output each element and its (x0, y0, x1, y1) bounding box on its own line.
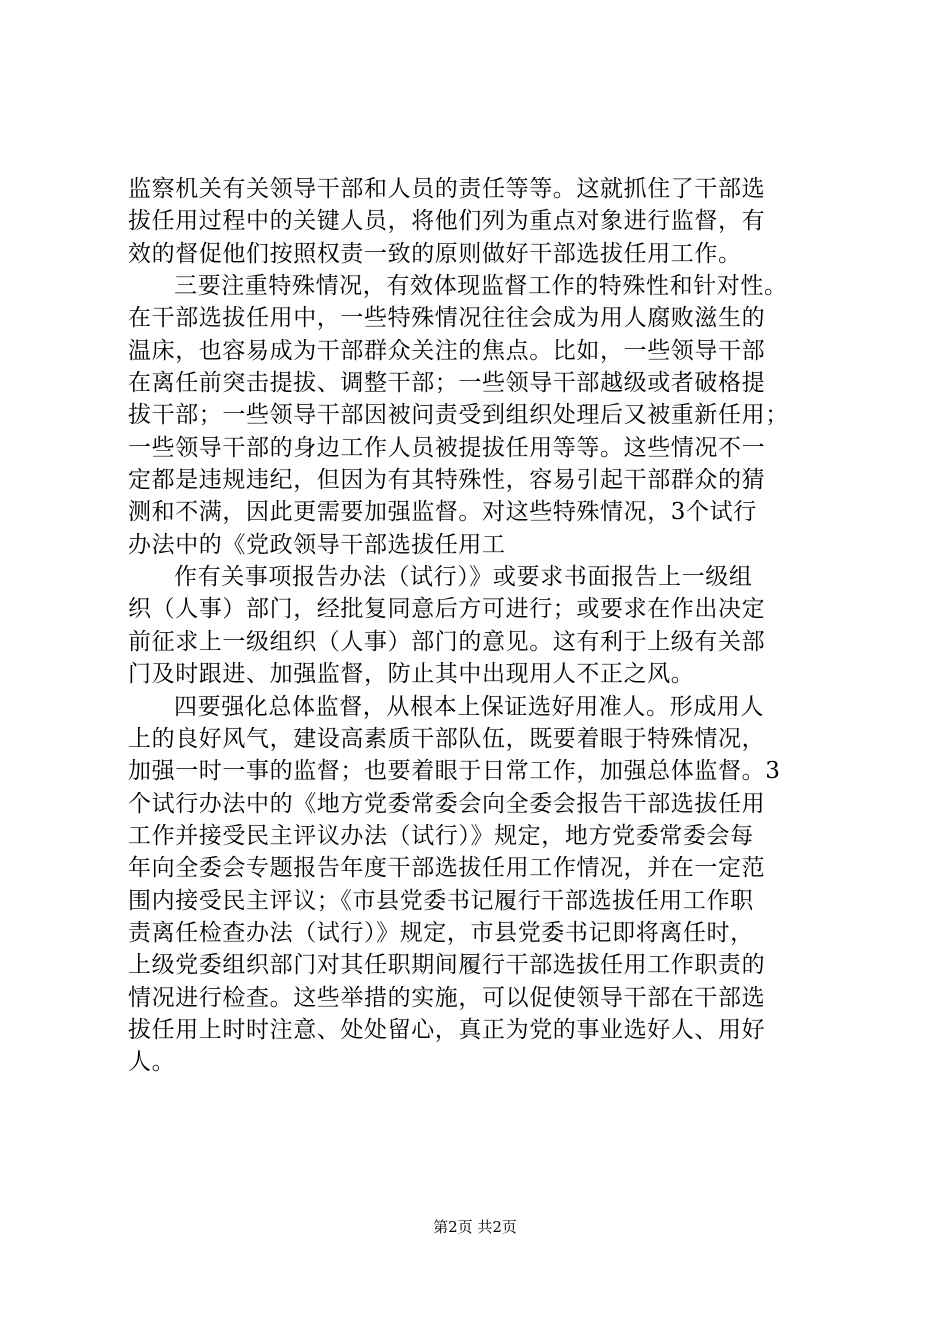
text-line: 织（人事）部门，经批复同意后方可进行；或要求在作出决定 (128, 596, 766, 623)
text-line: 加强一时一事的监督；也要着眼于日常工作，加强总体监督。3 (128, 758, 781, 785)
text-line: 定都是违规违纪，但因为有其特殊性，容易引起干部群众的猜 (128, 467, 766, 494)
text-line: 年向全委会专题报告年度干部选拔任用工作情况，并在一定范 (128, 855, 766, 882)
text-line: 在离任前突击提拔、调整干部；一些领导干部越级或者破格提 (128, 370, 766, 397)
text-line: 监察机关有关领导干部和人员的责任等等。这就抓住了干部选 (128, 176, 766, 202)
text-line: 拔任用过程中的关键人员，将他们列为重点对象进行监督，有 (128, 208, 766, 235)
text-line: 责离任检查办法（试行）》规定，市县党委书记即将离任时， (128, 919, 754, 946)
text-line: 在干部选拔任用中，一些特殊情况往往会成为用人腐败滋生的 (128, 305, 766, 332)
text-line: 拔任用上时时注意、处处留心，真正为党的事业选好人、用好 (128, 1016, 766, 1043)
page-number-footer: 第2页 共2页 (433, 1218, 517, 1236)
text-line: 上的良好风气，建设高素质干部队伍，既要着眼于特殊情况， (128, 725, 766, 752)
text-line: 上级党委组织部门对其任职期间履行干部选拔任用工作职责的 (128, 952, 766, 979)
text-line: 人。 (128, 1049, 176, 1076)
text-line: 前征求上一级组织（人事）部门的意见。这有利于上级有关部 (128, 628, 766, 655)
text-line: 围内接受民主评议；《市县党委书记履行干部选拔任用工作职 (128, 887, 754, 914)
document-body (128, 173, 858, 1079)
text-line: 办法中的《党政领导干部选拔任用工 (128, 531, 506, 558)
text-line: 工作并接受民主评议办法（试行）》规定，地方党委常委会每 (128, 822, 754, 849)
text-line: 拔干部；一些领导干部因被问责受到组织处理后又被重新任用； (128, 402, 789, 429)
paragraph-start-line: 作有关事项报告办法（试行）》或要求书面报告上一级组 (174, 564, 753, 591)
text-line: 测和不满，因此更需要加强监督。对这些特殊情况，3个试行 (128, 499, 757, 526)
text-line: 一些领导干部的身边工作人员被提拔任用等等。这些情况不一 (128, 434, 766, 461)
text-line: 个试行办法中的《地方党委常委会向全委会报告干部选拔任用 (128, 790, 766, 817)
paragraph-start-line: 四要强化总体监督，从根本上保证选好用准人。形成用人 (174, 693, 764, 720)
text-line: 情况进行检查。这些举措的实施，可以促使领导干部在干部选 (128, 984, 766, 1011)
text-line: 温床，也容易成为干部群众关注的焦点。比如，一些领导干部 (128, 337, 766, 364)
text-line: 效的督促他们按照权责一致的原则做好干部选拔任用工作。 (128, 240, 742, 267)
text-line: 门及时跟进、加强监督，防止其中出现用人不正之风。 (128, 661, 695, 688)
paragraph-start-line: 三要注重特殊情况，有效体现监督工作的特殊性和针对性。 (174, 273, 788, 300)
